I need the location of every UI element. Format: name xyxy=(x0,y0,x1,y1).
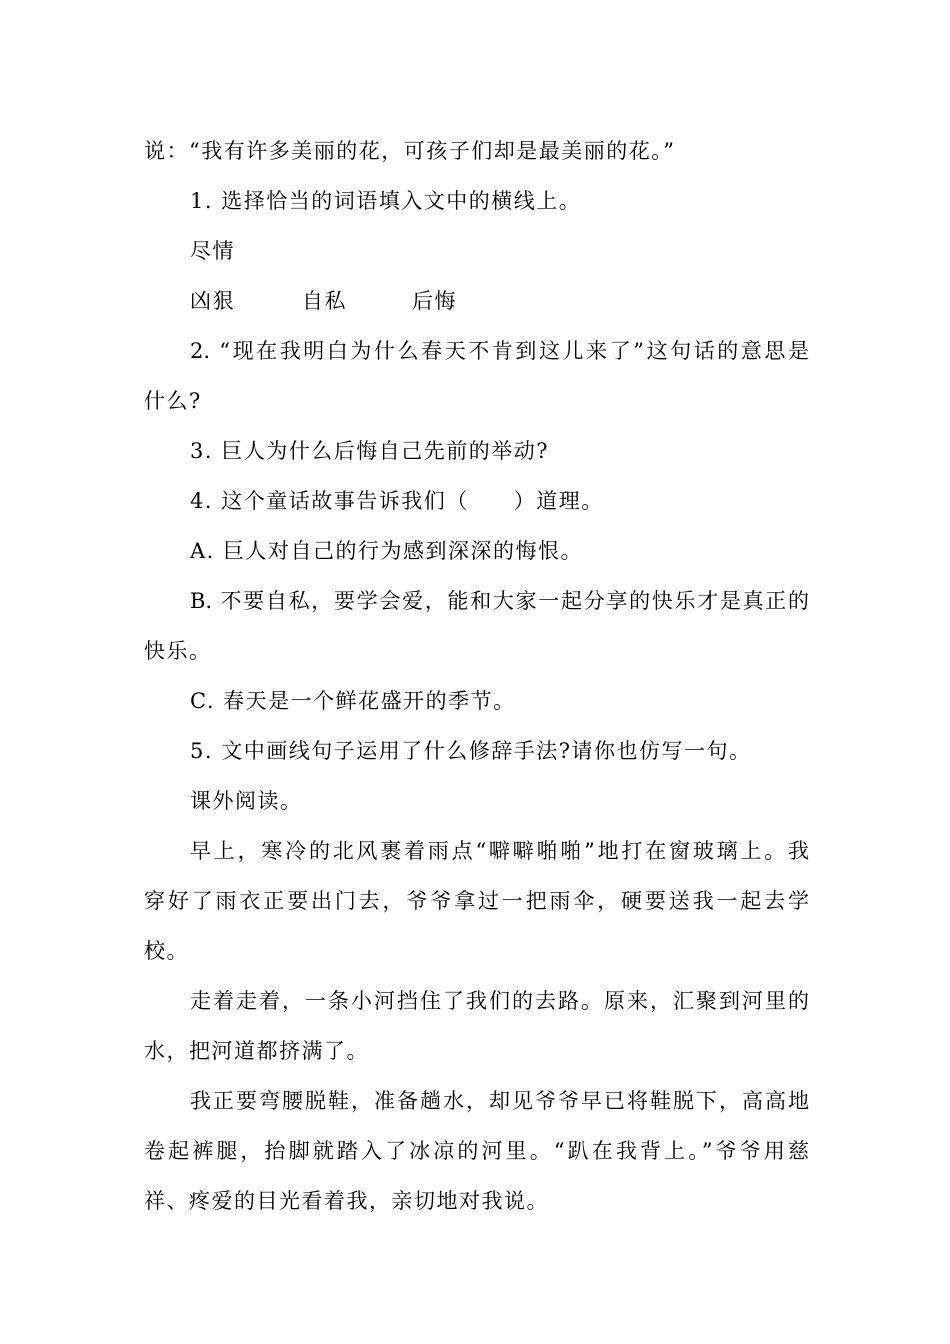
text-line: 快乐。 xyxy=(144,639,212,663)
paragraph-line: 我正要弯腰脱鞋，准备趟水，却见爷爷早已将鞋脱下，高高地 xyxy=(190,1089,809,1113)
paragraph-line: 卷起裤腿，抬脚就踏入了冰凉的河里。“趴在我背上。”爷爷用慈 xyxy=(144,1139,809,1163)
text-line: 什么? xyxy=(144,389,202,413)
paragraph-line: 走着走着，一条小河挡住了我们的去路。原来，汇聚到河里的 xyxy=(190,989,809,1013)
choice-a: A. 巨人对自己的行为感到深深的悔恨。 xyxy=(190,539,584,563)
question-1: 1. 选择恰当的词语填入文中的横线上。 xyxy=(190,189,582,213)
text-line: 说：“我有许多美丽的花，可孩子们却是最美丽的花。” xyxy=(144,139,676,163)
paragraph-line: 穿好了雨衣正要出门去，爷爷拿过一把雨伞，硬要送我一起去学 xyxy=(144,889,809,913)
question-3: 3. 巨人为什么后悔自己先前的举动? xyxy=(190,439,549,463)
section-heading: 课外阅读。 xyxy=(190,789,303,813)
question-4: 4. 这个童话故事告诉我们（ ）道理。 xyxy=(190,489,604,513)
paragraph-line: 祥、疼爱的目光看着我，亲切地对我说。 xyxy=(144,1189,549,1213)
paragraph-line: 校。 xyxy=(144,939,189,963)
word-option: 尽情 xyxy=(190,239,235,263)
paragraph-line: 水，把河道都挤满了。 xyxy=(144,1039,369,1063)
choice-b: B. 不要自私，要学会爱，能和大家一起分享的快乐才是真正的 xyxy=(190,589,809,613)
word-option: 凶狠 xyxy=(190,289,235,313)
paragraph-line: 早上，寒冷的北风裹着雨点“噼噼啪啪”地打在窗玻璃上。我 xyxy=(190,839,809,863)
word-option: 自私 xyxy=(302,289,347,313)
choice-c: C. 春天是一个鲜花盛开的季节。 xyxy=(190,689,516,713)
question-5: 5. 文中画线句子运用了什么修辞手法?请你也仿写一句。 xyxy=(190,739,752,763)
word-options-row xyxy=(190,286,809,316)
question-2: 2. “现在我明白为什么春天不肯到这儿来了”这句话的意思是 xyxy=(190,339,809,363)
word-option: 后悔 xyxy=(412,289,457,313)
